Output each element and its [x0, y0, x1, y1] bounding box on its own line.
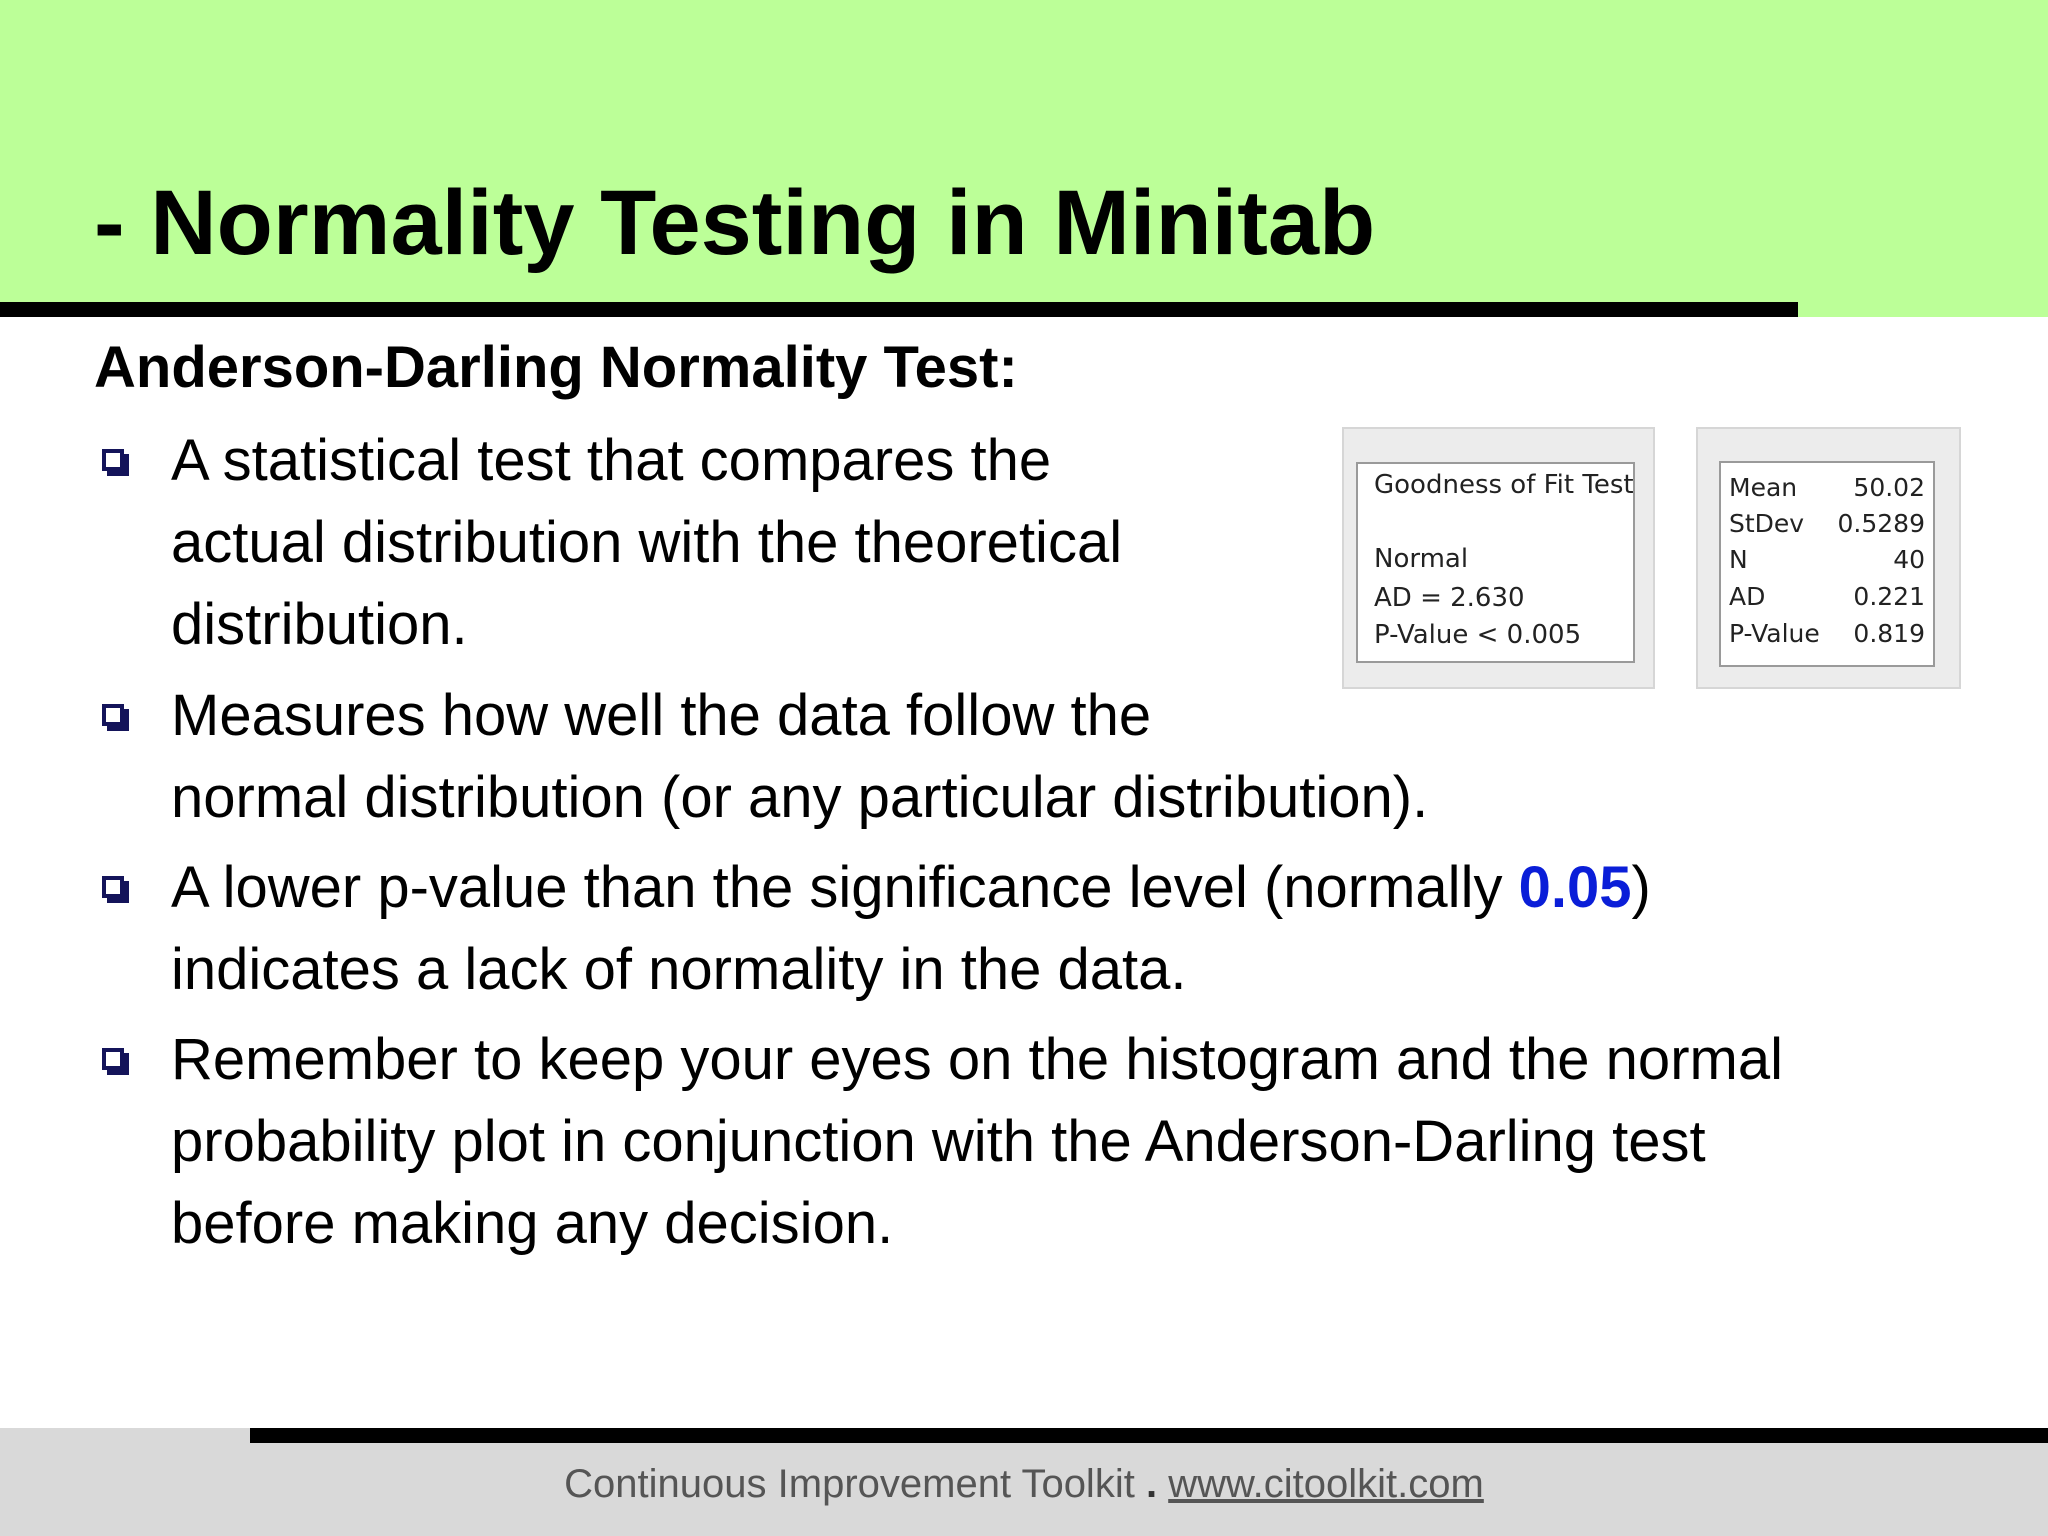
stat-label: StDev: [1729, 509, 1805, 538]
bullet-line: probability plot in conjunction with the Anderson-Darling test: [171, 1109, 1706, 1174]
gof-ad-statistic: AD = 2.630: [1374, 583, 1525, 613]
bullet-line: Measures how well the data follow the: [171, 683, 1152, 748]
stat-value: 0.819: [1853, 619, 1925, 648]
bullet-text-segment: ): [1631, 855, 1651, 920]
significance-level-value: 0.05: [1518, 855, 1632, 920]
bullet-line: actual distribution with the theoretical: [171, 510, 1123, 575]
gof-distribution: Normal: [1374, 544, 1469, 574]
stat-value: 50.02: [1853, 473, 1925, 502]
stat-label: P-Value: [1729, 619, 1820, 648]
stat-value: 40: [1893, 545, 1925, 574]
stat-value: 0.221: [1853, 582, 1925, 611]
stat-value: 0.5289: [1837, 509, 1925, 538]
bullet-line: [171, 847, 1651, 929]
checkbox-bullet-icon: [102, 876, 124, 898]
bullet-text-segment: A lower p-value than the significance level (normally: [171, 855, 1519, 920]
goodness-of-fit-panel: [1342, 427, 1655, 689]
checkbox-bullet-icon: [102, 1048, 124, 1070]
footer-brand: Continuous Improvement Toolkit: [564, 1462, 1135, 1506]
footer-website-link[interactable]: www.citoolkit.com: [1168, 1462, 1484, 1506]
footer-separator: .: [1145, 1462, 1158, 1506]
bullet-line: indicates a lack of normality in the data.: [171, 937, 1187, 1002]
bullet-line: normal distribution (or any particular distribution).: [171, 765, 1429, 830]
slide-title: - Normality Testing in Minitab: [94, 172, 1376, 274]
stat-row-mean: [1729, 473, 1925, 509]
bullet-line: A statistical test that compares the: [171, 428, 1052, 493]
stat-row-p-value: [1729, 619, 1925, 655]
summary-stats-box: [1719, 461, 1935, 667]
stat-label: AD: [1729, 582, 1766, 611]
stat-row-n: [1729, 545, 1925, 581]
checkbox-bullet-icon: [102, 449, 124, 471]
gof-heading: Goodness of Fit Test: [1374, 470, 1634, 500]
stat-label: N: [1729, 545, 1748, 574]
stat-label: Mean: [1729, 473, 1798, 502]
bullet-line: distribution.: [171, 592, 468, 657]
stat-row-ad: [1729, 582, 1925, 618]
gof-p-value: P-Value < 0.005: [1374, 620, 1582, 650]
goodness-of-fit-box: [1356, 462, 1635, 663]
section-heading: Anderson-Darling Normality Test:: [94, 335, 1018, 400]
footer-rule: [250, 1428, 2048, 1443]
bullet-line: before making any decision.: [171, 1191, 894, 1256]
checkbox-bullet-icon: [102, 704, 124, 726]
summary-stats-panel: [1696, 427, 1961, 689]
stat-row-stdev: [1729, 509, 1925, 545]
bullet-line: Remember to keep your eyes on the histogram and the normal: [171, 1027, 1783, 1092]
footer: [0, 1458, 2048, 1510]
